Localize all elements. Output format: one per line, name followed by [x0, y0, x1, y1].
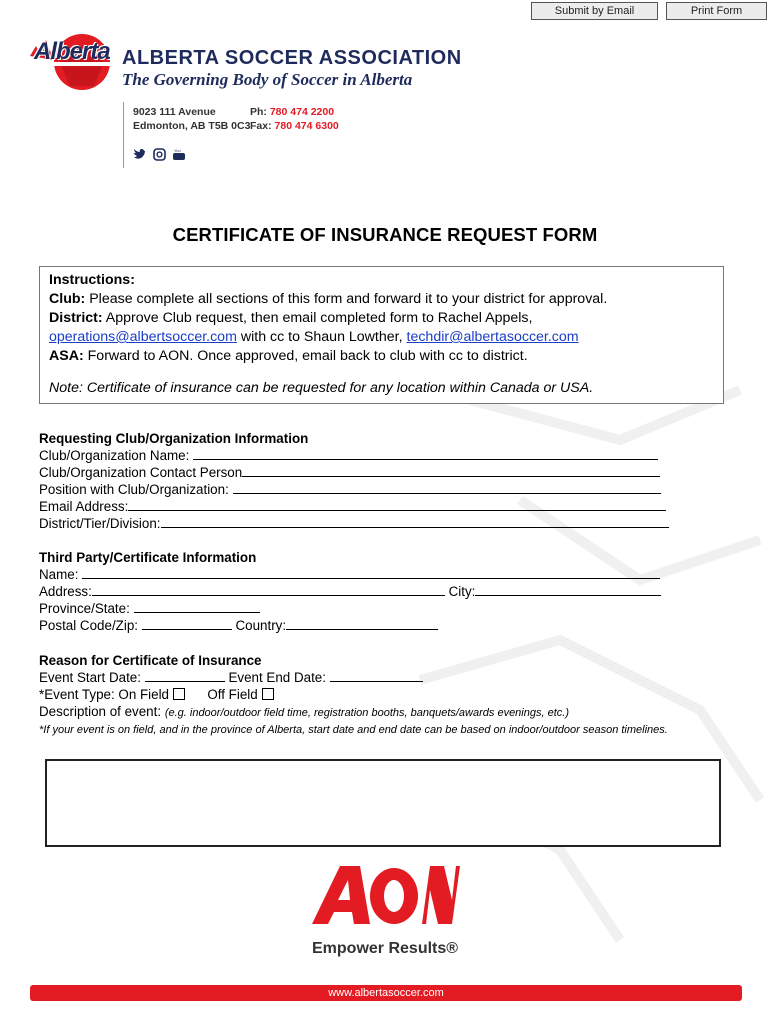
asa-text: Forward to AON. Once approved, email back to club with cc to district.	[87, 348, 528, 364]
twitter-icon[interactable]	[133, 148, 147, 161]
org-name: ALBERTA SOCCER ASSOCIATION	[122, 47, 462, 69]
techdir-email-link[interactable]: techdir@albertasoccer.com	[406, 329, 579, 345]
asa-label: ASA:	[49, 348, 84, 364]
instructions-note: Note: Certificate of insurance can be requested for any location within Canada or USA.	[49, 380, 594, 396]
phone-label: Ph:	[250, 106, 267, 118]
position-field[interactable]	[233, 481, 661, 494]
district-label: District:	[49, 310, 103, 326]
address-divider	[123, 102, 124, 168]
position-label: Position with Club/Organization:	[39, 482, 229, 497]
tp-postal-label: Postal Code/Zip:	[39, 618, 138, 633]
fax-number: 780 474 6300	[274, 120, 339, 132]
tp-address-row	[39, 583, 661, 600]
end-date-field[interactable]	[330, 669, 423, 682]
contact-person-field[interactable]	[242, 464, 660, 477]
description-label: Description of event:	[39, 704, 162, 719]
alberta-logo	[24, 26, 116, 92]
youtube-icon[interactable]	[172, 148, 186, 161]
social-icons	[133, 148, 186, 161]
start-date-field[interactable]	[145, 669, 225, 682]
tp-postal-field[interactable]	[142, 617, 232, 630]
instructions-asa	[49, 347, 714, 366]
tp-name-row	[39, 566, 661, 583]
contact-person-row	[39, 464, 669, 481]
instructions-emails	[49, 328, 714, 347]
position-row	[39, 481, 669, 498]
description-row	[39, 703, 719, 722]
cc-text: with cc to Shaun Lowther,	[240, 329, 403, 345]
off-field-checkbox[interactable]	[262, 688, 274, 700]
phone-line	[250, 105, 334, 119]
address-line-1: 9023 111 Avenue	[133, 106, 216, 118]
reason-section	[39, 652, 719, 737]
instructions-box	[39, 266, 724, 404]
start-date-label: Event Start Date:	[39, 670, 141, 685]
description-textarea[interactable]	[45, 759, 721, 847]
submit-by-email-button[interactable]: Submit by Email	[531, 2, 658, 20]
logo-wordmark: Alberta	[34, 38, 110, 65]
svg-text:You: You	[174, 148, 181, 153]
event-dates-row	[39, 669, 719, 686]
instructions-heading: Instructions:	[49, 272, 135, 288]
tp-province-row	[39, 600, 661, 617]
instructions-district	[49, 309, 714, 328]
third-party-section	[39, 549, 661, 634]
contact-person-label: Club/Organization Contact Person	[39, 465, 243, 480]
email-label: Email Address:	[39, 499, 129, 514]
district-text: Approve Club request, then email completed form to Rachel Appels,	[105, 310, 533, 326]
instagram-icon[interactable]	[153, 148, 166, 161]
club-text: Please complete all sections of this form and forward it to your district for approval.	[89, 291, 608, 307]
off-field-label: Off Field	[207, 687, 258, 702]
fax-label: Fax:	[250, 120, 272, 132]
tp-postal-row	[39, 617, 661, 634]
district-division-label: District/Tier/Division:	[39, 516, 161, 531]
club-label: Club:	[49, 291, 86, 307]
district-row	[39, 515, 669, 532]
address-line-2: Edmonton, AB T5B 0C3	[133, 120, 251, 132]
footer-bar	[30, 985, 742, 1001]
tp-province-field[interactable]	[134, 600, 260, 613]
tp-address-label: Address:	[39, 584, 92, 599]
phone-number: 780 474 2200	[269, 106, 335, 118]
reason-heading: Reason for Certificate of Insurance	[39, 653, 262, 668]
club-name-row	[39, 447, 669, 464]
club-name-label: Club/Organization Name:	[39, 448, 190, 463]
print-form-button[interactable]: Print Form	[666, 2, 767, 20]
email-field[interactable]	[128, 498, 666, 511]
tp-country-label: Country:	[235, 618, 287, 633]
instructions-club	[49, 290, 714, 309]
tp-province-label: Province/State:	[39, 601, 130, 616]
description-hint: (e.g. indoor/outdoor field time, registration booths, banquets/awards evenings, etc.)	[164, 707, 569, 719]
district-division-field[interactable]	[161, 515, 669, 528]
tp-name-label: Name:	[39, 567, 79, 582]
event-type-row	[39, 686, 719, 703]
aon-tagline: Empower Results®	[312, 940, 459, 957]
end-date-label: Event End Date:	[228, 670, 326, 685]
requesting-section	[39, 430, 669, 532]
requesting-heading: Requesting Club/Organization Information	[39, 431, 309, 446]
tp-city-field[interactable]	[475, 583, 661, 596]
event-footnote: *If your event is on field, and in the province of Alberta, start date and end date can be based on indoor/outdoor season timelines.	[39, 724, 668, 736]
on-field-checkbox[interactable]	[173, 688, 185, 700]
tp-address-field[interactable]	[92, 583, 445, 596]
tp-country-field[interactable]	[286, 617, 438, 630]
org-tagline: The Governing Body of Soccer in Alberta	[122, 70, 413, 89]
club-name-field[interactable]	[193, 447, 658, 460]
tp-city-label: City:	[448, 584, 476, 599]
event-type-label: *Event Type: On Field	[39, 687, 170, 702]
form-title: CERTIFICATE OF INSURANCE REQUEST FORM	[172, 224, 598, 245]
third-party-heading: Third Party/Certificate Information	[39, 550, 257, 565]
operations-email-link[interactable]: operations@albertsoccer.com	[49, 329, 237, 345]
footer-url[interactable]: www.albertasoccer.com	[328, 987, 444, 999]
tp-name-field[interactable]	[82, 566, 660, 579]
aon-logo	[310, 862, 460, 932]
email-row	[39, 498, 669, 515]
fax-line	[250, 119, 339, 133]
